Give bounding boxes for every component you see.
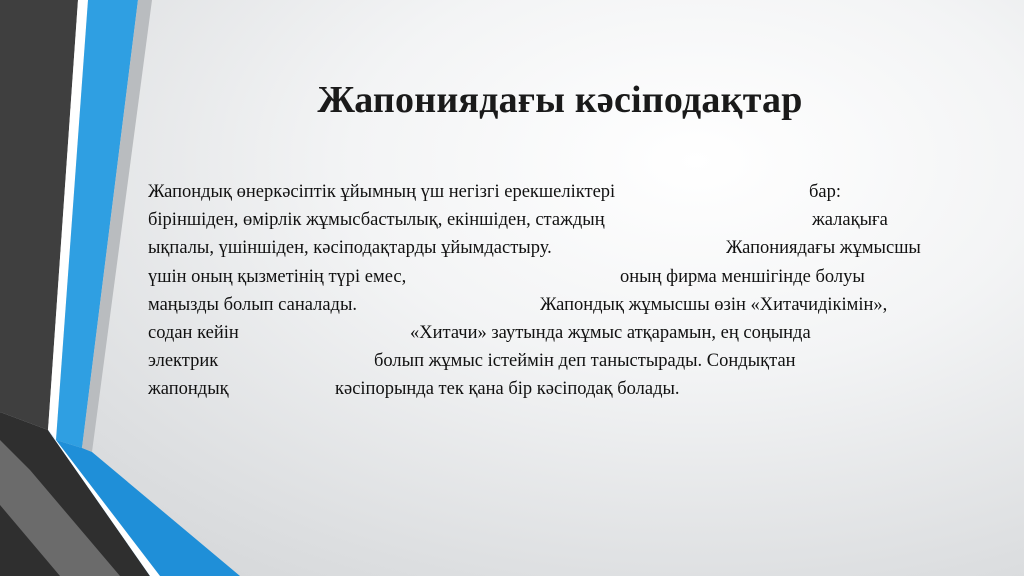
text-line xyxy=(148,291,988,319)
text-line xyxy=(148,375,988,403)
text-segment: оның фирма меншігінде болуы xyxy=(620,266,865,287)
text-segment: кәсіпорында тек қана бір кәсіподақ болады. xyxy=(335,379,680,400)
text-line xyxy=(148,206,988,234)
text-line xyxy=(148,347,988,375)
text-segment: Жапониядағы жұмысшы xyxy=(726,238,921,259)
text-segment: содан кейін xyxy=(148,322,239,343)
text-line xyxy=(148,234,988,262)
text-line xyxy=(148,319,988,347)
text-segment: маңызды болып саналады. xyxy=(148,294,358,315)
slide-title: Жапониядағы кәсіподақтар xyxy=(317,79,803,121)
text-segment: үшін оның қызметінің түрі емес, xyxy=(148,266,407,287)
text-segment: жапондық xyxy=(148,379,229,400)
text-segment: ықпалы, үшіншіден, кәсіподақтарды ұйымдастыру. xyxy=(148,238,552,259)
text-segment: жалақыға xyxy=(812,210,888,231)
body-paragraph xyxy=(148,178,988,404)
text-segment: электрик xyxy=(148,351,219,372)
text-line xyxy=(148,178,988,206)
text-segment: бар: xyxy=(809,182,842,202)
text-segment: «Хитачи» заутында жұмыс атқарамын, ең соңында xyxy=(410,322,811,343)
text-segment: біріншіден, өмірлік жұмысбастылық, екіншіден, стаждың xyxy=(148,210,605,231)
text-line xyxy=(148,263,988,291)
text-segment: болып жұмыс істеймін деп таныстырады. Сондықтан xyxy=(374,351,796,372)
text-segment: Жапондық өнеркәсіптік ұйымның үш негізгі ерекшеліктері xyxy=(148,182,616,202)
text-segment: Жапондық жұмысшы өзін «Хитачидікімін», xyxy=(540,294,888,315)
